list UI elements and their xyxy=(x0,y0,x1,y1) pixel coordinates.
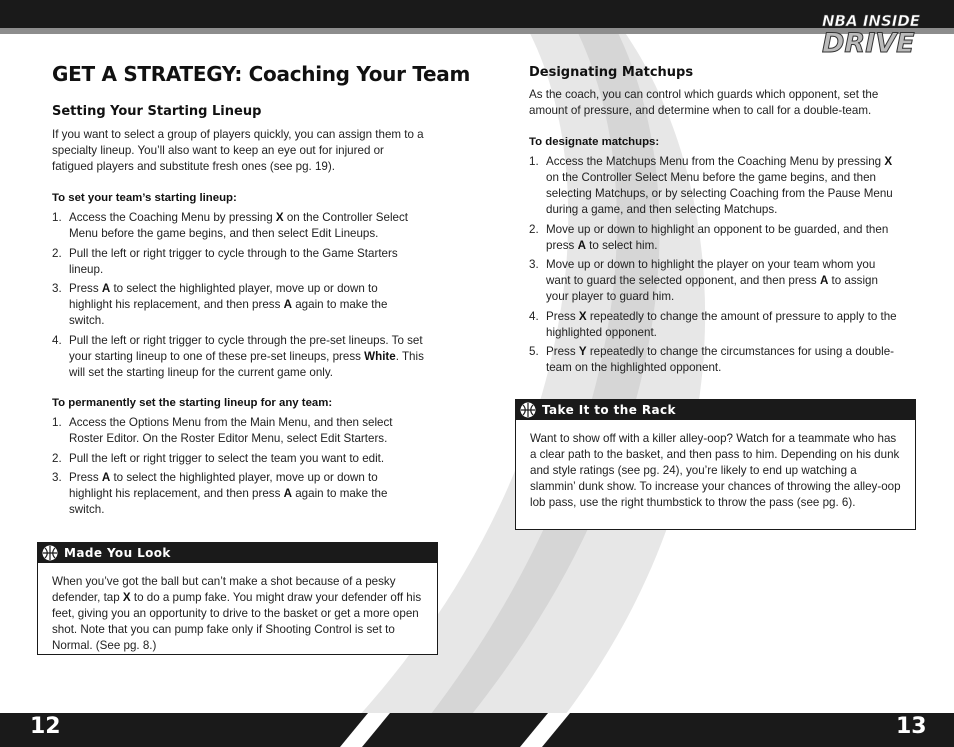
lineup-intro: If you want to select a group of players quickly, you can assign them to a specialty lineup. You’ll also want to keep an eye out for injured or fatigued players and substitute fresh ones (see pg. 19). xyxy=(52,128,424,173)
list-number: 3. xyxy=(52,471,62,484)
page-number-right: 13 xyxy=(896,714,927,739)
list-item xyxy=(52,281,424,329)
step-text: to assign your player to guard him. xyxy=(546,274,878,303)
tip-body: Want to show off with a killer alley-oop? Watch for a teammate who has a clear path to the basket, and then pass to him. Depending on his dunk and style ratings (see pg. 24), you’re likely to end up watching a slammin’ dunk show. To increase your chances of throwing the alley-oop lob pass, use the right thumbstick to throw the pass (see pg. 6). xyxy=(530,432,901,509)
list-item xyxy=(52,246,424,278)
list-item xyxy=(529,257,901,305)
button-key: A xyxy=(101,282,111,295)
step-text: Move up or down to highlight an opponent to be guarded, and then press xyxy=(546,222,889,252)
step-text: Press xyxy=(69,471,102,484)
matchups-steps xyxy=(529,154,901,380)
list-number: 4. xyxy=(529,309,539,323)
step-text: to select the highlighted player, move up or down to highlight his replacement, and then press xyxy=(69,282,378,311)
button-key: A xyxy=(577,238,586,252)
list-item xyxy=(529,344,901,376)
button-key: A xyxy=(101,471,111,484)
matchups-steps-heading: To designate matchups: xyxy=(529,136,660,148)
tip-title: Made You Look xyxy=(64,546,171,560)
basketball-icon xyxy=(42,545,58,561)
button-key: X xyxy=(884,155,893,168)
button-key: A xyxy=(283,298,292,311)
list-item xyxy=(52,451,424,467)
basketball-icon xyxy=(520,402,536,418)
button-key: Y xyxy=(578,345,587,358)
button-key: X xyxy=(275,211,284,224)
svg-text:NBA INSIDE: NBA INSIDE xyxy=(822,12,921,30)
list-item xyxy=(52,415,424,447)
step-text: Access the Coaching Menu by pressing xyxy=(69,211,276,224)
svg-text:DRIVE: DRIVE xyxy=(822,28,915,56)
step-text: repeatedly to change the amount of pressure to apply to the highlighted opponent. xyxy=(546,309,897,339)
perm-lineup-heading: To permanently set the starting lineup for any team: xyxy=(52,397,333,409)
tip-box-made-you-look xyxy=(37,542,438,655)
list-number: 1. xyxy=(52,416,62,429)
list-item xyxy=(529,309,901,341)
step-text: . This will set the starting lineup for the current game only. xyxy=(69,349,424,379)
tip-body: When you’ve got the ball but can’t make a shot because of a pesky defender, tap X to do a pump fake. You might draw your defender off his feet, giving you an opportunity to drive to the basket or get a more open shot. Note that you can pump fake only if Shooting Control is set to Normal. (See pg. 8.) xyxy=(52,575,422,652)
list-number: 2. xyxy=(52,451,62,465)
list-number: 5. xyxy=(529,345,539,358)
list-item xyxy=(52,470,424,518)
page-number-left: 12 xyxy=(30,714,61,739)
step-text: again to make the switch. xyxy=(69,487,388,516)
list-number: 4. xyxy=(52,333,62,347)
step-text: to select the highlighted player, move up or down to highlight his replacement, and then press xyxy=(69,471,378,500)
list-number: 3. xyxy=(52,282,62,295)
list-item xyxy=(52,210,424,242)
button-key: White xyxy=(364,349,396,363)
step-text: repeatedly to change the circumstances for using a double-team on the highlighted opponent. xyxy=(546,345,895,374)
step-text: Access the Matchups Menu from the Coaching Menu by pressing xyxy=(546,155,885,168)
list-number: 1. xyxy=(529,155,539,168)
tip-title: Take It to the Rack xyxy=(542,403,676,417)
step-text: on the Controller Select Menu before the game begins, and then select Edit Lineups. xyxy=(69,211,408,240)
list-item xyxy=(529,154,901,218)
tip-box-take-it-to-the-rack xyxy=(515,399,916,530)
step-text: Pull the left or right trigger to cycle through the pre-set lineups. To set your starting lineup to one of these pre-set lineups, press xyxy=(69,333,423,363)
step-text: Press xyxy=(546,309,579,323)
nba-inside-drive-logo xyxy=(818,8,930,56)
step-text: Press xyxy=(69,282,102,295)
button-key: A xyxy=(819,274,829,287)
tip-header xyxy=(516,400,915,420)
step-text: on the Controller Select Menu before the game begins, and then selecting Matchups, or by selecting Coaching from the Pause Menu during a game, and then selecting Matchups. xyxy=(546,171,893,216)
step-text: Pull the left or right trigger to select the team you want to edit. xyxy=(69,451,385,465)
perm-lineup-steps xyxy=(52,415,424,522)
section-heading-matchups: Designating Matchups xyxy=(529,65,694,80)
list-number: 3. xyxy=(529,258,539,271)
list-number: 2. xyxy=(52,246,62,260)
button-key: X xyxy=(578,309,587,323)
list-number: 2. xyxy=(529,222,539,236)
step-text: again to make the switch. xyxy=(69,298,388,327)
step-text: to select him. xyxy=(585,238,658,252)
step-text: Pull the left or right trigger to cycle through to the Game Starters lineup. xyxy=(69,246,398,276)
section-heading-lineup: Setting Your Starting Lineup xyxy=(52,104,262,119)
list-item xyxy=(529,222,901,254)
set-lineup-heading: To set your team’s starting lineup: xyxy=(52,192,237,204)
matchups-intro: As the coach, you can control which guards which opponent, set the amount of pressure, and determine when to call for a double-team. xyxy=(529,88,879,117)
list-item xyxy=(52,333,424,381)
step-text: Press xyxy=(546,345,579,358)
button-key: A xyxy=(283,487,292,500)
page-title: GET A STRATEGY: Coaching Your Team xyxy=(52,62,471,86)
list-number: 1. xyxy=(52,211,62,224)
step-text: Move up or down to highlight the player on your team whom you want to guard the selected opponent, and then press xyxy=(546,258,876,287)
tip-header xyxy=(38,543,437,563)
set-lineup-steps xyxy=(52,210,424,384)
step-text: Access the Options Menu from the Main Menu, and then select Roster Editor. On the Roster Editor Menu, select Edit Starters. xyxy=(69,416,393,445)
